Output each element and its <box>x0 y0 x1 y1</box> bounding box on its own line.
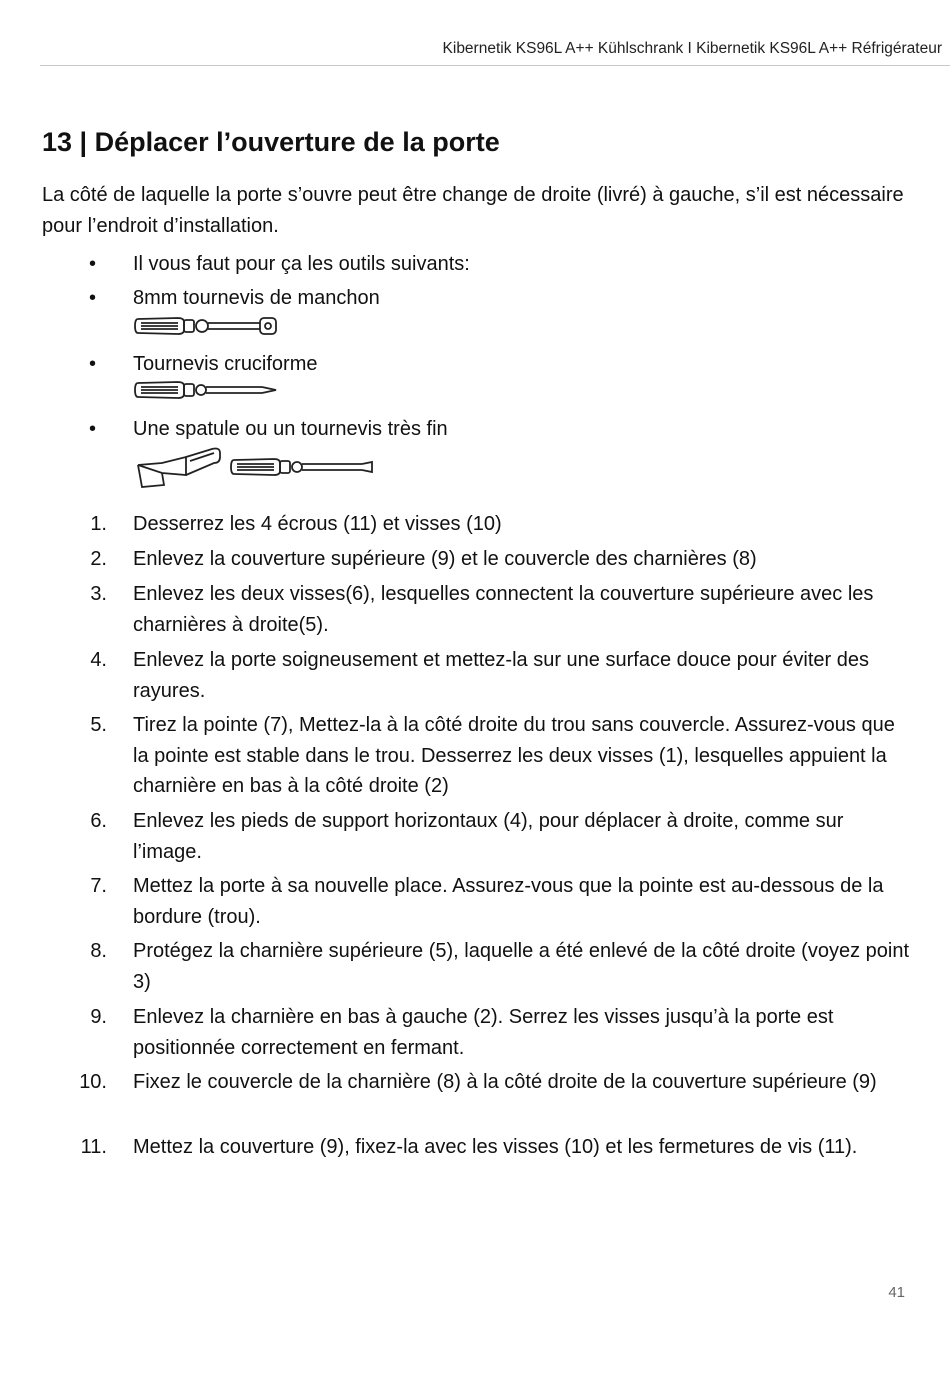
bullet-dot: • <box>89 287 97 309</box>
step-text: Enlevez la couverture supérieure (9) et le couvercle des charnières (8) <box>133 548 757 570</box>
bullet-text: Une spatule ou un tournevis très fin <box>133 418 448 440</box>
socket-screwdriver-icon <box>134 314 282 338</box>
bullet-text: 8mm tournevis de manchon <box>133 287 380 309</box>
step-number: 1. <box>90 513 107 535</box>
step-number: 3. <box>90 583 107 605</box>
step-text: Enlevez les pieds de support horizontaux (4), pour déplacer à droite, comme sur l’image. <box>133 810 844 863</box>
step-text: Protégez la charnière supérieure (5), laquelle a été enlevé de la côté droite (voyez point 3) <box>133 940 910 993</box>
bullet-text: Il vous faut pour ça les outils suivants: <box>133 253 470 275</box>
header-divider <box>40 65 950 66</box>
step-text: Fixez le couvercle de la charnière (8) à la côté droite de la couverture supérieure (9) <box>133 1071 877 1093</box>
step-number: 9. <box>90 1006 107 1028</box>
step-text: Mettez la porte à sa nouvelle place. Assurez-vous que la pointe est au-dessous de la bordure (trou). <box>133 875 884 928</box>
bullet-item <box>0 283 950 313</box>
step-number: 5. <box>90 714 107 736</box>
step-text: Tirez la pointe (7), Mettez-la à la côté droite du trou sans couvercle. Assurez-vous que la pointe est stable dans le trou. Desserrez les deux visses (1), lesquelles appuient la charnière en bas à la côté droite (2) <box>133 714 895 797</box>
step-text: Mettez la couverture (9), fixez-la avec les visses (10) et les fermetures de vis (11). <box>133 1136 858 1158</box>
section-title: 13 | Déplacer l’ouverture de la porte <box>42 127 500 157</box>
spatula-icon <box>134 445 224 491</box>
step-text: Desserrez les 4 écrous (11) et visses (10) <box>133 513 502 535</box>
bullet-dot: • <box>89 253 97 275</box>
step-number: 2. <box>90 548 107 570</box>
step-text: Enlevez la porte soigneusement et mettez-la sur une surface douce pour éviter des rayures. <box>133 649 869 702</box>
bullet-item <box>0 349 950 379</box>
step-text: Enlevez les deux visses(6), lesquelles connectent la couverture supérieure avec les charnières à droite(5). <box>133 583 874 636</box>
bullet-item <box>0 414 950 444</box>
step-number: 10. <box>79 1071 107 1093</box>
step-number: 4. <box>90 649 107 671</box>
bullet-text: Tournevis cruciforme <box>133 353 318 375</box>
step-number: 7. <box>90 875 107 897</box>
page-header: Kibernetik KS96L A++ Kühlschrank I Kibernetik KS96L A++ Réfrigérateur <box>442 40 942 57</box>
step-number: 11. <box>80 1136 107 1158</box>
step-text: Enlevez la charnière en bas à gauche (2). Serrez les visses jusqu’à la porte est positionnée correctement en fermant. <box>133 1006 834 1059</box>
bullet-dot: • <box>89 353 97 375</box>
step-number: 6. <box>90 810 107 832</box>
intro-paragraph: La côté de laquelle la porte s’ouvre peut être change de droite (livré) à gauche, s’il est nécessaire pour l’endroit d’installation. <box>42 184 904 237</box>
flat-screwdriver-icon <box>230 455 378 479</box>
bullet-item <box>0 249 950 279</box>
bullet-dot: • <box>89 418 97 440</box>
page-number: 41 <box>888 1284 905 1301</box>
phillips-screwdriver-icon <box>134 379 282 401</box>
step-number: 8. <box>90 940 107 962</box>
